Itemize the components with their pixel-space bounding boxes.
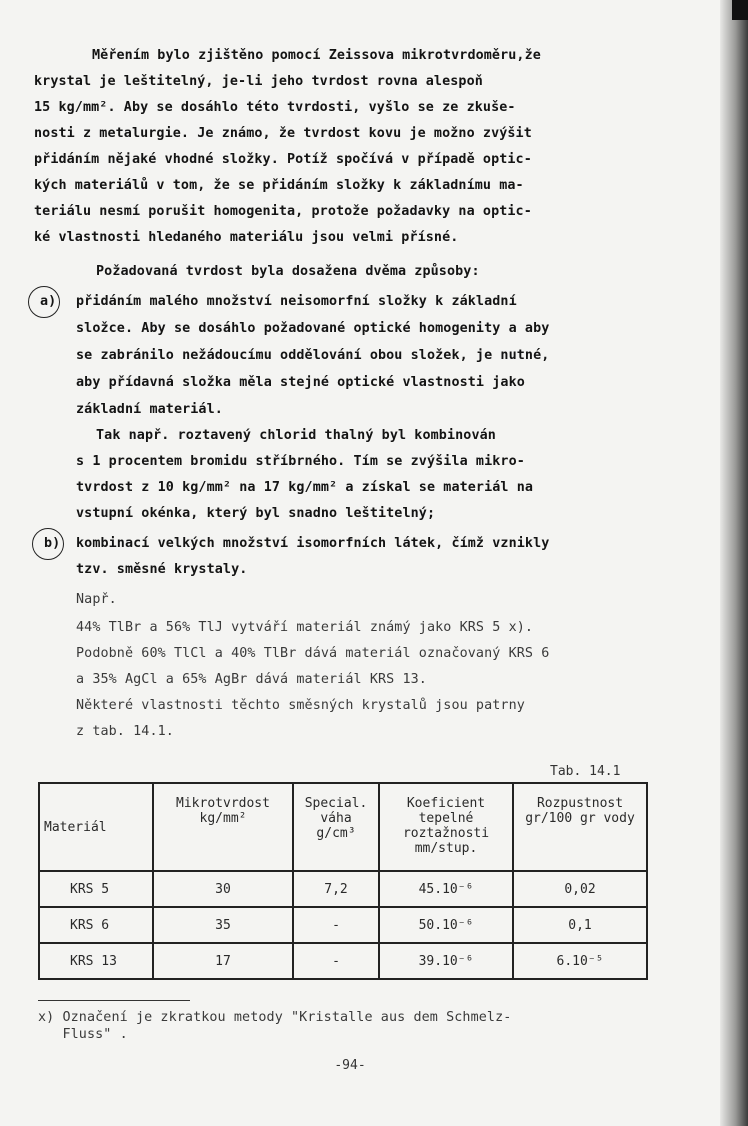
text-line: přidáním nějaké vhodné složky. Potíž spočívá v případě optic- bbox=[34, 152, 532, 167]
text-line: tzv. směsné krystaly. bbox=[76, 562, 248, 577]
text-line: základní materiál. bbox=[76, 402, 223, 417]
footnote-divider bbox=[38, 1000, 190, 1001]
text-line: vstupní okénka, který byl snadno leštitelný; bbox=[76, 506, 436, 521]
cell-microhardness: 35 bbox=[153, 907, 293, 943]
table-row bbox=[39, 943, 647, 979]
text-line: a 35% AgCl a 65% AgBr dává materiál KRS 13. bbox=[76, 672, 427, 687]
text-line: 44% TlBr a 56% TlJ vytváří materiál známý jako KRS 5 x). bbox=[76, 620, 534, 635]
text-line: se zabránilo nežádoucímu oddělování obou složek, je nutné, bbox=[76, 348, 550, 363]
cell-microhardness: 30 bbox=[153, 871, 293, 907]
text-line: Podobně 60% TlCl a 40% TlBr dává materiál označovaný KRS 6 bbox=[76, 646, 550, 661]
text-line: Tak např. roztavený chlorid thalný byl kombinován bbox=[96, 428, 496, 443]
text-line: teriálu nesmí porušit homogenita, protože požadavky na optic- bbox=[34, 204, 532, 219]
text-line: aby přídavná složka měla stejné optické vlastnosti jako bbox=[76, 375, 525, 390]
text-line: ké vlastnosti hledaného materiálu jsou velmi přísné. bbox=[34, 230, 459, 245]
page-edge-shadow bbox=[720, 0, 748, 1126]
text-line: přidáním malého množství neisomorfní složky k základní bbox=[76, 294, 517, 309]
text-line: s 1 procentem bromidu stříbrného. Tím se zvýšila mikro- bbox=[76, 454, 525, 469]
header-solubility: Rozpustnost gr/100 gr vody bbox=[513, 783, 647, 871]
cell-solubility: 0,1 bbox=[513, 907, 647, 943]
text-line: krystal je leštitelný, je-li jeho tvrdost rovna alespoň bbox=[34, 74, 483, 89]
header-specific-weight: Special. váha g/cm³ bbox=[293, 783, 379, 871]
method-a-marker: a) bbox=[40, 294, 57, 309]
table-row bbox=[39, 907, 647, 943]
text-line: kých materiálů v tom, že se přidáním složky k základnímu ma- bbox=[34, 178, 524, 193]
cell-thermal-expansion: 39.10⁻⁶ bbox=[379, 943, 513, 979]
table-caption: Tab. 14.1 bbox=[550, 764, 621, 779]
methods-intro: Požadovaná tvrdost byla dosažena dvěma způsoby: bbox=[96, 264, 480, 279]
cell-thermal-expansion: 45.10⁻⁶ bbox=[379, 871, 513, 907]
text-line: tvrdost z 10 kg/mm² na 17 kg/mm² a získal se materiál na bbox=[76, 480, 534, 495]
text-line: složce. Aby se dosáhlo požadované optické homogenity a aby bbox=[76, 321, 550, 336]
cell-material: KRS 13 bbox=[39, 943, 153, 979]
header-material: Materiál bbox=[39, 783, 153, 871]
text-line: Fluss" . bbox=[38, 1027, 128, 1042]
text-line: Měřením bylo zjištěno pomocí Zeissova mikrotvrdoměru,že bbox=[92, 48, 541, 63]
cell-specific-weight: - bbox=[293, 943, 379, 979]
text-line: Některé vlastnosti těchto směsných krystalů jsou patrny bbox=[76, 698, 525, 713]
header-microhardness: Mikrotvrdost kg/mm² bbox=[153, 783, 293, 871]
table-header-row bbox=[39, 783, 647, 871]
page-number: -94- bbox=[334, 1058, 366, 1073]
cell-thermal-expansion: 50.10⁻⁶ bbox=[379, 907, 513, 943]
properties-table bbox=[38, 782, 648, 980]
text-line: nosti z metalurgie. Je známo, že tvrdost kovu je možno zvýšit bbox=[34, 126, 532, 141]
cell-specific-weight: - bbox=[293, 907, 379, 943]
cell-specific-weight: 7,2 bbox=[293, 871, 379, 907]
header-thermal-expansion: Koeficient tepelné roztažnosti mm/stup. bbox=[379, 783, 513, 871]
text-line: kombinací velkých množství isomorfních látek, čímž vznikly bbox=[76, 536, 550, 551]
cell-material: KRS 5 bbox=[39, 871, 153, 907]
table-row bbox=[39, 871, 647, 907]
text-line: x) Označení je zkratkou metody "Kristalle aus dem Schmelz- bbox=[38, 1010, 512, 1025]
cell-solubility: 6.10⁻⁵ bbox=[513, 943, 647, 979]
text-line: 15 kg/mm². Aby se dosáhlo této tvrdosti, vyšlo se ze zkuše- bbox=[34, 100, 516, 115]
text-line: Např. bbox=[76, 592, 117, 607]
cell-solubility: 0,02 bbox=[513, 871, 647, 907]
method-b-marker: b) bbox=[44, 536, 61, 551]
cell-material: KRS 6 bbox=[39, 907, 153, 943]
text-line: z tab. 14.1. bbox=[76, 724, 174, 739]
cell-microhardness: 17 bbox=[153, 943, 293, 979]
